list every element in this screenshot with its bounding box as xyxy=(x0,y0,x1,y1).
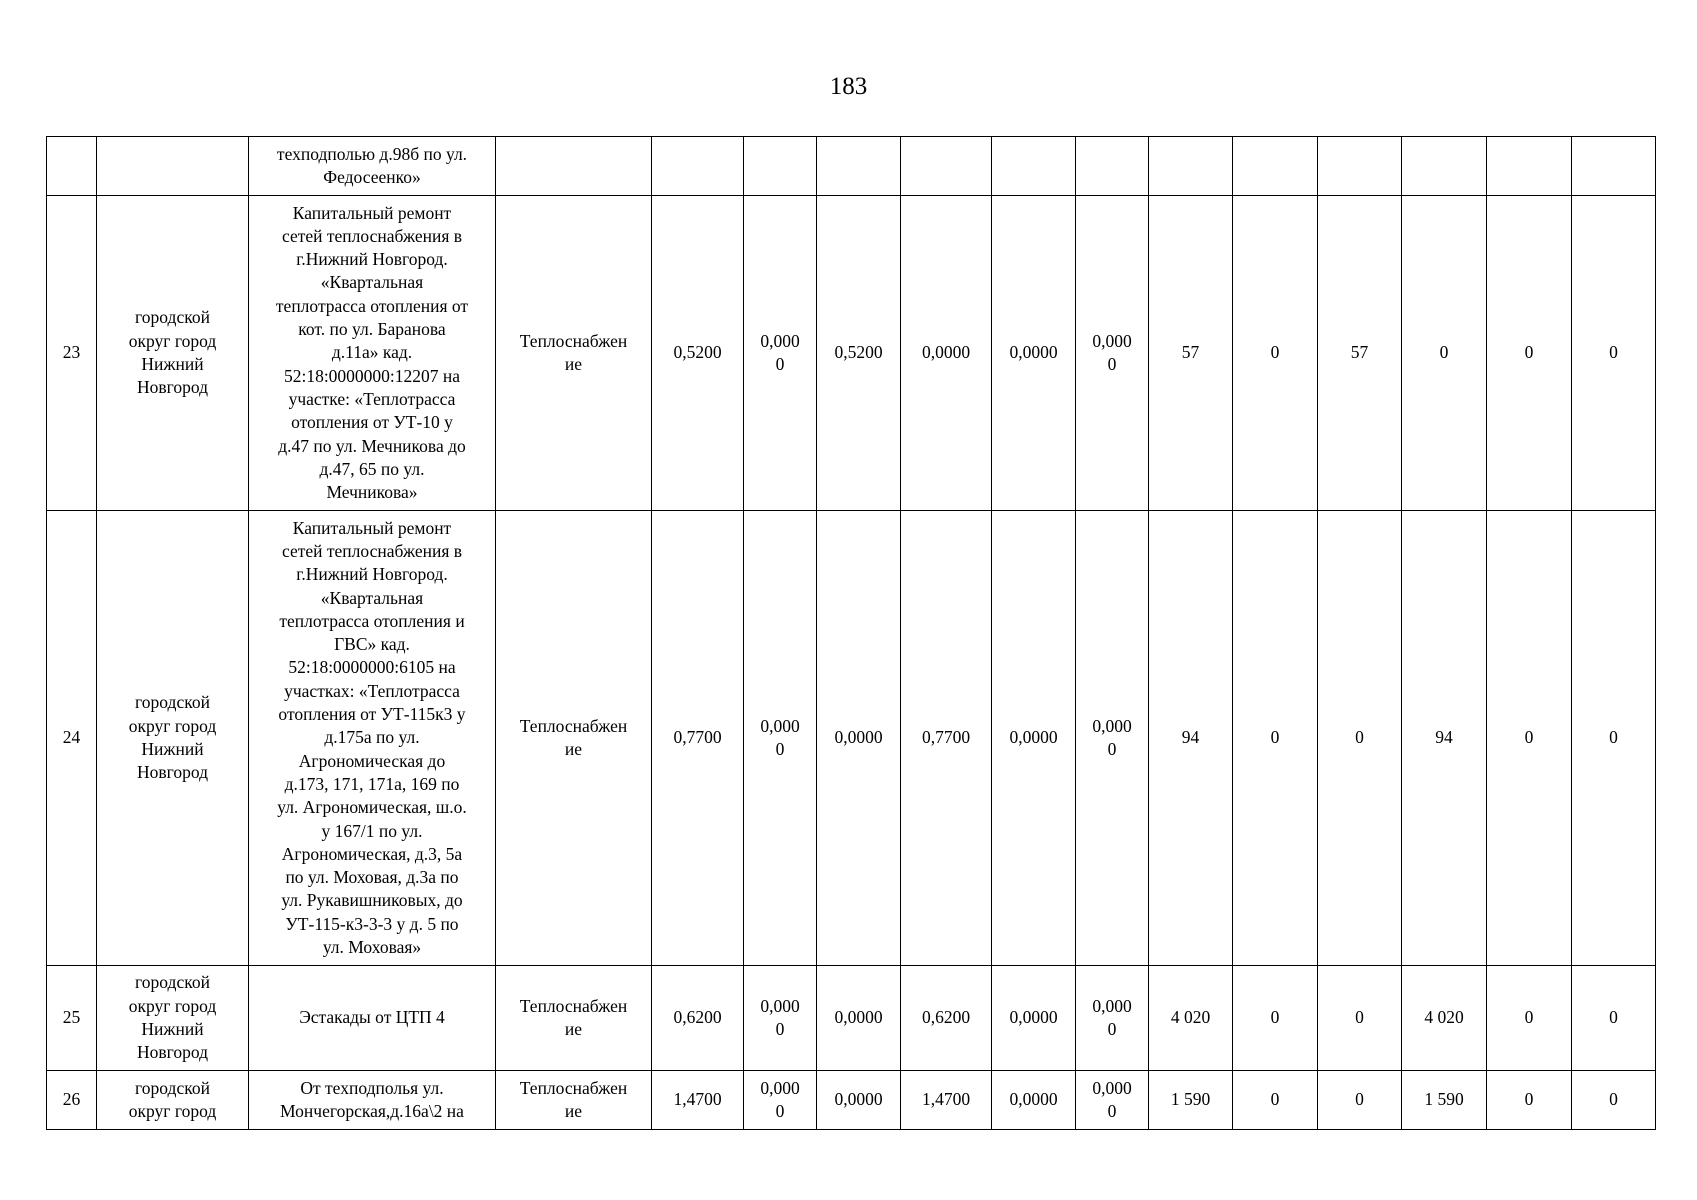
cell-c13 xyxy=(1318,137,1402,196)
object-line: Агрономическая, д.3, 5а xyxy=(281,843,463,864)
c10-line: 0,000 xyxy=(1092,1077,1132,1098)
cell-c16 xyxy=(1572,137,1656,196)
cell-c15 xyxy=(1487,137,1572,196)
cell-c7: 0,0000 xyxy=(817,1071,901,1130)
cell-c12: 0 xyxy=(1233,1071,1318,1130)
object-line: по ул. Моховая, д.3а по xyxy=(285,867,459,888)
object-line: От техподполья ул. xyxy=(300,1077,444,1098)
c10-line: 0,000 xyxy=(1092,715,1132,736)
cell-c15: 0 xyxy=(1487,196,1572,511)
municipality-line: округ город xyxy=(128,330,217,351)
object-line: Эстакады от ЦТП 4 xyxy=(299,1007,445,1028)
municipality-line: Новгород xyxy=(136,762,209,783)
cell-c16: 0 xyxy=(1572,966,1656,1071)
municipality-line: округ город xyxy=(128,715,217,736)
object-line: теплотрасса отопления и xyxy=(279,610,465,631)
cell-c9: 0,0000 xyxy=(992,196,1076,511)
cell-c12: 0 xyxy=(1233,966,1318,1071)
object-line: сетей теплоснабжения в xyxy=(281,225,463,246)
object-line: Агрономическая до xyxy=(298,750,446,771)
object-line: «Квартальная xyxy=(320,587,424,608)
object-line: «Квартальная xyxy=(320,272,424,293)
sector-line: ие xyxy=(564,739,583,759)
cell-c10 xyxy=(1076,196,1149,511)
cell-object xyxy=(249,1071,496,1130)
cell-c6 xyxy=(744,1071,817,1130)
cell-c12: 0 xyxy=(1233,511,1318,966)
cell-object xyxy=(249,196,496,511)
cell-c14: 94 xyxy=(1402,511,1487,966)
cell-c7 xyxy=(817,137,901,196)
municipality-line: городской xyxy=(135,692,210,713)
cell-c10 xyxy=(1076,1071,1149,1130)
municipality-line: округ город xyxy=(128,995,217,1016)
cell-c5: 0,7700 xyxy=(652,511,744,966)
table-row-continued xyxy=(47,137,1656,196)
cell-c13: 0 xyxy=(1318,1071,1402,1130)
cell-c6 xyxy=(744,966,817,1071)
cell-c14: 4 020 xyxy=(1402,966,1487,1071)
c6-line: 0,000 xyxy=(760,995,800,1016)
cell-c9 xyxy=(992,137,1076,196)
page-number: 183 xyxy=(829,73,868,100)
cell-c14: 0 xyxy=(1402,196,1487,511)
sector-line: Теплоснабжен xyxy=(519,995,628,1016)
c10-line: 0,000 xyxy=(1092,995,1132,1016)
cell-c12: 0 xyxy=(1233,196,1318,511)
c6-line: 0,000 xyxy=(760,715,800,736)
cell-object xyxy=(249,137,496,196)
object-line: Федосеенко» xyxy=(323,167,421,187)
object-line: ул. Моховая» xyxy=(322,937,422,958)
table-row-26 xyxy=(47,1071,1656,1130)
cell-c7: 0,0000 xyxy=(817,966,901,1071)
municipality-line: Нижний xyxy=(141,1019,204,1039)
cell-c15: 0 xyxy=(1487,511,1572,966)
object-line: 52:18:0000000:12207 на xyxy=(283,365,461,386)
cell-c10 xyxy=(1076,511,1149,966)
object-line: д.47, 65 по ул. xyxy=(319,458,425,479)
municipality-line: городской xyxy=(135,1077,210,1098)
cell-c14 xyxy=(1402,137,1487,196)
cell-c11: 57 xyxy=(1149,196,1233,511)
sector-line: ие xyxy=(564,1101,583,1121)
c6-line: 0 xyxy=(775,354,785,374)
cell-num: 25 xyxy=(47,966,97,1071)
cell-object xyxy=(249,511,496,966)
cell-c11: 1 590 xyxy=(1149,1071,1233,1130)
c10-line: 0 xyxy=(1107,739,1117,759)
cell-c7: 0,0000 xyxy=(817,511,901,966)
municipality-line: Нижний xyxy=(141,354,204,374)
object-line: ул. Рукавишниковых, до xyxy=(281,890,463,911)
object-line: 52:18:0000000:6105 на xyxy=(288,657,456,678)
cell-c6 xyxy=(744,511,817,966)
cell-c13: 0 xyxy=(1318,511,1402,966)
cell-municipality xyxy=(97,137,249,196)
cell-c15: 0 xyxy=(1487,1071,1572,1130)
municipality-line: городской xyxy=(135,972,210,993)
c6-line: 0 xyxy=(775,1019,785,1039)
cell-municipality xyxy=(97,1071,249,1130)
cell-c5: 0,6200 xyxy=(652,966,744,1071)
object-line: д.47 по ул. Мечникова до xyxy=(278,435,466,456)
object-line: кот. по ул. Баранова xyxy=(298,319,446,340)
cell-c8: 1,4700 xyxy=(901,1071,992,1130)
object-line: УТ-115-к3-3-3 у д. 5 по xyxy=(285,913,459,934)
c10-line: 0 xyxy=(1107,1019,1117,1039)
cell-sector xyxy=(496,137,652,196)
object-line: отопления от УТ-10 у xyxy=(291,412,453,433)
cell-c15: 0 xyxy=(1487,966,1572,1071)
cell-c6 xyxy=(744,196,817,511)
object-line: Капитальный ремонт xyxy=(292,517,452,538)
cell-c5: 0,5200 xyxy=(652,196,744,511)
c6-line: 0,000 xyxy=(760,1077,800,1098)
cell-c10 xyxy=(1076,137,1149,196)
object-line: ГВС» кад. xyxy=(334,634,410,655)
cell-num xyxy=(47,137,97,196)
cell-c6 xyxy=(744,137,817,196)
object-line: д.11а» кад. xyxy=(331,342,413,363)
cell-c10 xyxy=(1076,966,1149,1071)
cell-c11: 4 020 xyxy=(1149,966,1233,1071)
cell-c8: 0,0000 xyxy=(901,196,992,511)
municipality-line: Нижний xyxy=(141,739,204,759)
cell-municipality xyxy=(97,196,249,511)
cell-c9: 0,0000 xyxy=(992,1071,1076,1130)
c6-line: 0 xyxy=(775,739,785,759)
cell-c13: 0 xyxy=(1318,966,1402,1071)
object-line: д.175а по ул. xyxy=(324,727,420,748)
municipality-line: округ город xyxy=(128,1101,217,1121)
municipality-line: городской xyxy=(135,307,210,328)
sector-line: ие xyxy=(564,354,583,374)
cell-c8 xyxy=(901,137,992,196)
cell-c5 xyxy=(652,137,744,196)
object-line: Мончегорская,д.16а\2 на xyxy=(280,1101,464,1121)
investment-program-table xyxy=(46,136,1656,1130)
cell-c16: 0 xyxy=(1572,196,1656,511)
object-line: у 167/1 по ул. xyxy=(321,820,423,841)
municipality-line: Новгород xyxy=(136,1042,209,1063)
cell-c12 xyxy=(1233,137,1318,196)
object-line: д.173, 171, 171а, 169 по xyxy=(284,773,460,794)
object-line: Капитальный ремонт xyxy=(292,202,452,223)
cell-sector xyxy=(496,966,652,1071)
sector-line: Теплоснабжен xyxy=(519,1077,628,1098)
object-line: г.Нижний Новгород. xyxy=(296,249,448,270)
table-row-24 xyxy=(47,511,1656,966)
cell-c16: 0 xyxy=(1572,1071,1656,1130)
object-line: Мечникова» xyxy=(326,482,418,503)
cell-num: 26 xyxy=(47,1071,97,1130)
cell-c9: 0,0000 xyxy=(992,966,1076,1071)
object-line: ул. Агрономическая, ш.о. xyxy=(277,797,467,818)
table-row-23 xyxy=(47,196,1656,511)
cell-c7: 0,5200 xyxy=(817,196,901,511)
table-row-25 xyxy=(47,966,1656,1071)
cell-c16: 0 xyxy=(1572,511,1656,966)
object-line: участке: «Теплотрасса xyxy=(288,388,456,409)
object-line: г.Нижний Новгород. xyxy=(296,564,448,585)
sector-line: ие xyxy=(564,1019,583,1039)
cell-c11 xyxy=(1149,137,1233,196)
object-line: отопления от УТ-115к3 у xyxy=(278,704,466,725)
cell-c11: 94 xyxy=(1149,511,1233,966)
c10-line: 0 xyxy=(1107,354,1117,374)
cell-c8: 0,6200 xyxy=(901,966,992,1071)
municipality-line: Новгород xyxy=(136,377,209,398)
object-line: сетей теплоснабжения в xyxy=(281,540,463,561)
cell-sector xyxy=(496,196,652,511)
cell-c8: 0,7700 xyxy=(901,511,992,966)
object-line: техподполью д.98б по ул. xyxy=(276,143,468,164)
c6-line: 0,000 xyxy=(760,330,800,351)
sector-line: Теплоснабжен xyxy=(519,715,628,736)
cell-municipality xyxy=(97,966,249,1071)
cell-num: 23 xyxy=(47,196,97,511)
cell-municipality xyxy=(97,511,249,966)
cell-num: 24 xyxy=(47,511,97,966)
cell-c14: 1 590 xyxy=(1402,1071,1487,1130)
cell-c9: 0,0000 xyxy=(992,511,1076,966)
c10-line: 0 xyxy=(1107,1101,1117,1121)
cell-sector xyxy=(496,511,652,966)
object-line: участках: «Теплотрасса xyxy=(284,680,460,701)
c6-line: 0 xyxy=(775,1101,785,1121)
c10-line: 0,000 xyxy=(1092,330,1132,351)
object-line: теплотрасса отопления от xyxy=(275,295,469,316)
cell-sector xyxy=(496,1071,652,1130)
cell-c13: 57 xyxy=(1318,196,1402,511)
cell-object xyxy=(249,966,496,1071)
cell-c5: 1,4700 xyxy=(652,1071,744,1130)
sector-line: Теплоснабжен xyxy=(519,330,628,351)
